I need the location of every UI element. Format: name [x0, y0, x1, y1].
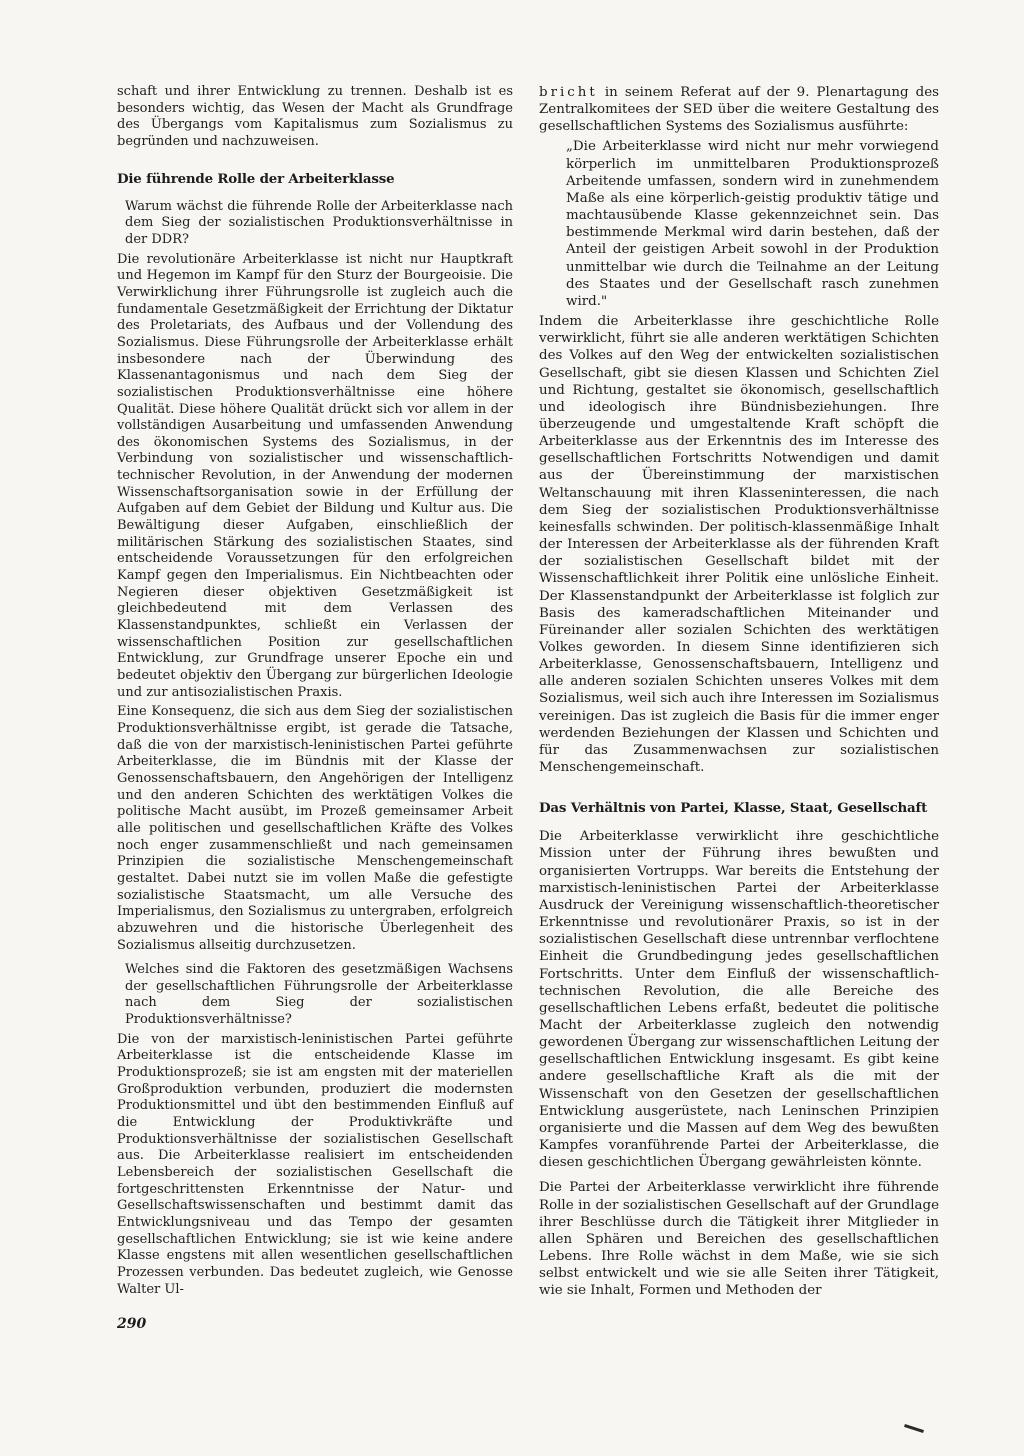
paragraph: schaft und ihrer Entwicklung zu trennen. Deshalb ist es besonders wichtig, das Wesen der Macht als Grundfrage des Übergangs vom Kapitalismus zum Sozialismus zu begründen und nachzuweisen. [117, 84, 513, 149]
paragraph: Indem die Arbeiterklasse ihre geschichtliche Rolle verwirklicht, führt sie alle anderen werktätigen Schichten des Volkes auf den Weg der entwickelten sozialistischen Gesellschaft, gibt sie diesen Klassen und Schichten Ziel und Richtung, gestaltet sie ökonomisch, gesellschaftlich und ideologisch ihre Bündnisbeziehungen. Ihre überzeugende und umgestaltende Kraft schöpft die Arbeiterklasse aus der Erkenntnis des im Interesse des gesellschaftlichen Fortschritts Notwendigen und damit aus der Übereinstimmung der marxistischen Weltanschauung mit ihren Klasseninteressen, die nach dem Sieg der sozialistischen Produktionsverhältnisse keinesfalls schwinden. Der politisch-klassenmäßige Inhalt der Interessen der Arbeiterklasse als der führenden Kraft der sozialistischen Gesellschaft bildet mit der Wissenschaftlichkeit ihrer Politik eine unlösliche Einheit. Der Klassenstandpunkt der Arbeiterklasse ist folglich zur Basis des kameradschaftlichen Miteinander und Füreinander aller sozialen Schichten des werktätigen Volkes geworden. In diesem Sinne identifizieren sich Arbeiterklasse, Genossenschaftsbauern, Intelligenz und alle anderen sozialen Schichten unseres Volkes mit dem Sozialismus, weil sich auch ihre Interessen im Sozialismus vereinigen. Das ist zugleich die Basis für die immer enger werdenden Beziehungen der Klassen und Schichten und für das Zusammenwachsen zur sozialistischen Menschengemeinschaft. [539, 314, 939, 776]
paragraph: Die Partei der Arbeiterklasse verwirklicht ihre führende Rolle in der sozialistischen Gesellschaft auf der Grundlage ihrer Beschlüsse durch die Tätigkeit ihrer Mitglieder in allen Sphären und Bereichen des gesellschaftlichen Lebens. Ihre Rolle wächst in dem Maße, wie sie sich selbst entwickelt und wie sie alle Seiten ihrer Tätigkeit, wie sie Inhalt, Formen und Methoden der [539, 1180, 939, 1299]
paragraph: Die von der marxistisch-leninistischen Partei geführte Arbeiterklasse ist die entscheidende Klasse im Produktionsprozeß; sie ist am engsten mit der materiellen Großproduktion verbunden, produziert die modernsten Produktionsmittel und übt den bestimmenden Einfluß auf die Entwicklung der Produktivkräfte und Produktionsverhältnisse der sozialistischen Gesellschaft aus. Die Arbeiterklasse realisiert im entscheidenden Lebensbereich der sozialistischen Gesellschaft die fortgeschrittensten Erkenntnisse der Natur- und Gesellschaftswissenschaften und bestimmt damit das Entwicklungsniveau und das Tempo der gesamten gesellschaftlichen Entwicklung; sie ist wie keine andere Klasse engstens mit allen wesentlichen gesellschaftlichen Prozessen verbunden. Das bedeutet zugleich, wie Genosse Walter Ul- [117, 1031, 513, 1297]
quotation: „Die Arbeiterklasse wird nicht nur mehr vorwiegend körperlich im unmittelbaren Produktionsprozeß Arbeitende umfassen, sondern wird in zunehmendem Maße als eine körperlich-geistig produktiv tätige und machtausübende Klasse gekennzeichnet sein. Das bestimmende Merkmal wird darin bestehen, daß der Anteil der geistigen Arbeit sowohl in der Produktion unmittelbar wie durch die Teilnahme an der Leitung des Staates und der Gesellschaft rasch zunehmen wird." [566, 139, 939, 309]
left-column [117, 84, 513, 1301]
question-paragraph: Warum wächst die führende Rolle der Arbeiterklasse nach dem Sieg der sozialistischen Produktionsverhältnisse in der DDR? [125, 198, 513, 247]
page-number: 290 [117, 1316, 147, 1332]
section-heading: Das Verhältnis von Partei, Klasse, Staat, Gesellschaft [539, 800, 928, 817]
print-mark [904, 1424, 924, 1433]
right-column [539, 84, 939, 1302]
section-heading: Die führende Rolle der Arbeiterklasse [117, 170, 395, 187]
paragraph-text: in seinem Referat auf der 9. Plenartagung des Zentralkomitees der SED über die weitere Gestaltung des gesellschaftlichen Systems des Sozialismus ausführte: [539, 85, 939, 135]
question-paragraph: Welches sind die Faktoren des gesetzmäßigen Wachsens der gesellschaftlichen Führungsrolle der Arbeiterklasse nach dem Sieg der sozialistischen Produktionsverhältnisse? [125, 962, 513, 1028]
paragraph: Die Arbeiterklasse verwirklicht ihre geschichtliche Mission unter der Führung ihres bewußten und organisierten Vortrupps. War bereits die Entstehung der marxistisch-leninistischen Partei der Arbeiterklasse Ausdruck der Vereinigung wissenschaftlich-theoretischer Erkenntnisse und revolutionärer Praxis, so ist in der sozialistischen Gesellschaft diese untrennbar verflochtene Einheit die Grundbedingung jedes gesellschaftlichen Fortschritts. Unter dem Einfluß der wissenschaftlich-technischen Revolution, die alle Bereiche des gesellschaftlichen Lebens erfaßt, bedeutet die politische Macht der Arbeiterklasse zugleich den notwendig gewordenen Übergang zur wissenschaftlichen Leitung der gesellschaftlichen Entwicklung insgesamt. Es gibt keine andere gesellschaftliche Kraft als die mit der Wissenschaft von den Gesetzen der gesellschaftlichen Entwicklung ausgerüstete, nach Leninschen Prinzipien organisierte und die Massen auf dem Weg des bewußten Kampfes voranführende Partei der Arbeiterklasse, die diesen geschichtlichen Übergang gewährleisten könnte. [539, 829, 939, 1171]
paragraph [539, 84, 939, 135]
paragraph: Eine Konsequenz, die sich aus dem Sieg der sozialistischen Produktionsverhältnisse ergibt, ist gerade die Tatsache, daß die von der marxistisch-leninistischen Partei geführte Arbeiterklasse, die im Bündnis mit der Klasse der Genossenschaftsbauern, den Angehörigen der Intelligenz und den anderen Schichten des werktätigen Volkes die politische Macht ausübt, im Prozeß gemeinsamer Arbeit alle politischen und gesellschaftlichen Kräfte des Volkes noch enger zusammenschließt und nach gemeinsamen Prinzipien die sozialistische Menschengemeinschaft gestaltet. Dabei nutzt sie im vollen Maße die gefestigte sozialistische Staatsmacht, um alle Versuche des Imperialismus, den Sozialismus zu untergraben, erfolgreich abzuwehren und die historische Überlegenheit des Sozialismus allseitig durchzusetzen. [117, 704, 513, 953]
spaced-name: bricht [539, 85, 598, 100]
paragraph: Die revolutionäre Arbeiterklasse ist nicht nur Hauptkraft und Hegemon im Kampf für den Sturz der Bourgeoisie. Die Verwirklichung ihrer Führungsrolle ist zugleich auch die fundamentale Gesetzmäßigkeit der Errichtung der Diktatur des Proletariats, des Aufbaus und der Vollendung des Sozialismus. Diese Führungsrolle der Arbeiterklasse erhält insbesondere nach der Überwindung des Klassenantagonismus und nach dem Sieg der sozialistischen Produktionsverhältnisse eine höhere Qualität. Diese höhere Qualität drückt sich vor allem in der vollständigen Ausarbeitung und umfassenden Anwendung des ökonomischen Systems des Sozialismus, in der Verbindung von sozialistischer und wissenschaftlich-technischer Revolution, in der Anwendung der modernen Wissenschaftsorganisation sowie in der Erfüllung der Aufgaben auf dem Gebiet der Bildung und Kultur aus. Die Bewältigung dieser Aufgaben, einschließlich der militärischen Stärkung des sozialistischen Staates, sind entscheidende Voraussetzungen für den erfolgreichen Kampf gegen den Imperialismus. Ein Nichtbeachten oder Negieren dieser objektiven Gesetzmäßigkeit ist gleichbedeutend mit dem Verlassen des Klassenstandpunktes, schließt ein Verlassen der wissenschaftlichen Position zur gesellschaftlichen Entwicklung, zur Grundfrage unserer Epoche ein und bedeutet objektiv den Übergang zur bürgerlichen Ideologie und zur antisozialistischen Praxis. [117, 251, 513, 700]
